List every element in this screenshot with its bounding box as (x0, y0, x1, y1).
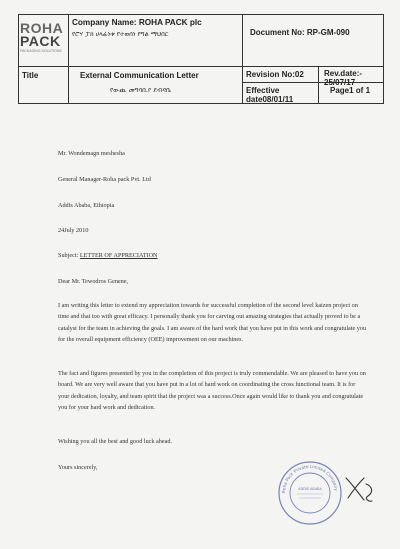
subject-label: Subject: (58, 252, 80, 259)
company-name-amharic: የሮሃ ፓክ ሀላፊነቱ የተወሰነ የግል ማህበር (72, 30, 169, 38)
title-label: Title (22, 71, 39, 80)
company-stamp (277, 460, 343, 526)
signoff: Yours sincerely, (58, 464, 98, 471)
letter-date: 24July 2010 (58, 227, 89, 234)
signature (342, 474, 376, 504)
roha-pack-logo: ROHA PACK PACKAGING SOLUTIONS (20, 20, 64, 53)
document-number: Document No: RP-GM-090 (250, 28, 350, 37)
recipient-city: Addis Ababa, Ethiopia (58, 202, 115, 209)
page-number: Page1 of 1 (330, 86, 371, 95)
company-name: Company Name: ROHA PACK plc (72, 18, 202, 27)
recipient-title: General Manager-Roha pack Pvt. Ltd (58, 176, 151, 183)
body-paragraph-2: The fact and figures presented by you in the completion of this project is truly commendable. We are pleased to have you on board. We are very well aware that you have put in a lot of hard work on coordinating the cross functional team. It is for your dedication, loyalty, and team spirit that the project was a success.Once again would like to thank you and congratulate you for your hard work and dedication. (58, 370, 366, 411)
svg-text:Roha Pack Private Limited Comp: Roha Pack Private Limited Company (280, 463, 339, 494)
effective-label: Effective (246, 86, 280, 95)
closing-wish: Wishing you all the best and good luck ahead. (58, 438, 173, 445)
subject-text: LETTER OF APPRECIATION (79, 252, 158, 259)
effective-date: date08/01/11 (246, 95, 294, 104)
svg-text:ADDIS ABABA: ADDIS ABABA (298, 487, 322, 491)
body-paragraph-1: I am writing this letter to extend my appreciation towards for successful completion of the second level kaizen project on time and that too with great efficacy. I personally thank you for carving out amazing strategies that actually proved to be a catalyst for the team in achieving the goals. I am aware of the hard work that you have put in this work and congratulate you for the overall equipment efficiency (OEE) improvement on our machines. (58, 302, 367, 343)
revision-number: Revision No:02 (246, 70, 304, 79)
recipient-name: Mr. Wondemagn meshesha (58, 150, 125, 157)
salutation: Dear Mr. Tewodros Genene, (58, 278, 129, 285)
document-title: External Communication Letter (80, 71, 199, 80)
document-title-amharic: የውጪ መግባቢያ ደብዳቤ (110, 86, 171, 94)
subject-line (58, 250, 158, 261)
revision-date-label: Rev.date:- (324, 69, 363, 78)
revision-date: 25/07/17 (324, 78, 356, 87)
